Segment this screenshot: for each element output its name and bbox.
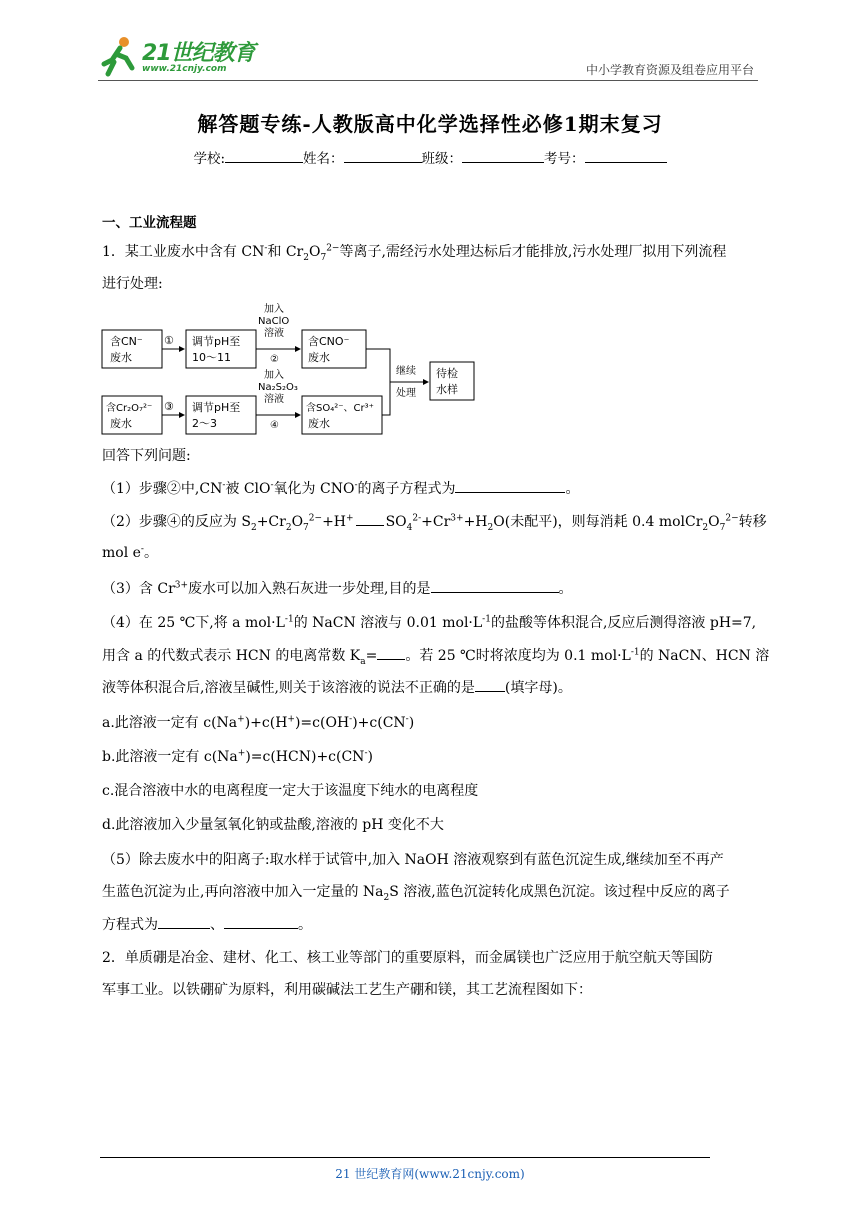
flow-box-ph1-l1: 调节pH至 xyxy=(192,335,241,348)
q1-part2: （2）步骤④的反应为 $S_2+Cr_2O_7^{2-}+H^+$ $SO_4^{2-}+Cr^{3+}+H_2O$(未配平)，则每消耗 0.4 $molCr_2O_7^{2-}$转移 xyxy=(102,513,767,533)
flow-reagent2-l1: 加入 xyxy=(264,370,284,381)
reaction-arrow-icon xyxy=(356,516,384,526)
flow-box-cr-l1: 含Cr₂O₇²⁻ xyxy=(106,403,153,414)
flow-reagent1-l2: NaClO xyxy=(258,316,290,327)
flow-box-sample-l1: 待检 xyxy=(436,367,458,380)
q1-intro: 1．某工业废水中含有 CN-和 $Cr_2O_7^{2-}$等离子,需经污水处理达标后才能排放,污水处理厂拟用下列流程 xyxy=(102,243,727,263)
logo xyxy=(98,34,268,78)
option-c: c.混合溶液中水的电离程度一定大于该温度下纯水的电离程度 xyxy=(102,783,479,799)
q1-part4: （4）在 25 ℃下,将 a $mol\cdot L^{-1}$的 NaCN 溶液与 0.01 $mol\cdot L^{-1}$的盐酸等体积混合,反应后测得溶液 pH=7, xyxy=(102,614,757,631)
flow-continue-l1: 继续 xyxy=(396,366,416,377)
option-a: a.此溶液一定有 c(Na+)+c(H+)=c(OH-)+c(CN-) xyxy=(102,714,415,731)
flow-reagent1-l3: 溶液 xyxy=(264,328,284,339)
school-blank[interactable] xyxy=(225,148,303,163)
logo-url: www.21cnjy.com xyxy=(142,64,227,74)
platform-name: 中小学教育资源及组卷应用平台 xyxy=(585,63,754,77)
student-info xyxy=(0,147,860,167)
answer-blank-choice[interactable] xyxy=(475,677,505,692)
page-header xyxy=(98,34,758,81)
page-title: 解答题专练-人教版高中化学选择性必修1期末复习 xyxy=(197,112,663,136)
answer-blank-ka[interactable] xyxy=(377,645,405,660)
q1-part4-line2: 用含 a 的代数式表示 HCN 的电离常数 $K_a=$ 。若 25 ℃时将浓度均为 0.1 $mol\cdot L^{-1}$的 NaCN、HCN 溶 xyxy=(102,645,762,666)
option-b: b.此溶液一定有 c(Na+)=c(HCN)+c(CN-) xyxy=(102,748,373,765)
q2-line1: 2．单质硼是冶金、建材、化工、核工业等部门的重要原料，而金属镁也广泛应用于航空航天等国防 xyxy=(102,950,713,966)
class-label: 班级： xyxy=(421,151,463,167)
flow-reagent1-l1: 加入 xyxy=(264,304,284,315)
option-d: d.此溶液加入少量氢氧化钠或盐酸,溶液的 pH 变化不大 xyxy=(102,817,444,833)
q1-part1: （1）步骤②中,CN-被 ClO-氧化为 CNO-的离子方程式为 。 xyxy=(102,478,762,499)
q1-part2-line2: mol e-。 xyxy=(102,544,158,561)
footer-link[interactable]: 21 世纪教育网(www.21cnjy.com) xyxy=(335,1167,525,1181)
flow-reagent1-l4: ② xyxy=(270,354,279,365)
q2-line2: 军事工业。以铁硼矿为原料，利用碳碱法工艺生产硼和镁，其工艺流程图如下： xyxy=(102,982,592,998)
q1-part5-line2: 生蓝色沉淀为止,再向溶液中加入一定量的 $Na_2S$ 溶液,蓝色沉淀转化成黑色沉淀。该过程中反应的离子 xyxy=(102,884,730,903)
flow-step1: ① xyxy=(164,334,174,347)
flow-box-cno-l2: 废水 xyxy=(308,351,330,364)
runner-logo-icon xyxy=(98,34,142,78)
flow-reagent2-l3: 溶液 xyxy=(264,394,284,405)
answer-blank-3[interactable] xyxy=(431,578,559,593)
section-heading: 一、工业流程题 xyxy=(102,215,197,231)
flow-box-cn-l1: 含CN⁻ xyxy=(110,335,143,348)
exam-no-label: 考号： xyxy=(544,151,585,167)
flow-box-ph2-l1: 调节pH至 xyxy=(192,401,241,414)
answer-prompt: 回答下列问题: xyxy=(102,448,191,464)
flow-step3: ③ xyxy=(164,400,174,413)
flow-continue-l2: 处理 xyxy=(396,388,416,399)
flow-reagent2-l2: Na₂S₂O₃ xyxy=(258,382,298,393)
footer-divider xyxy=(100,1157,710,1158)
answer-blank-5a[interactable] xyxy=(158,914,210,929)
flow-box-ph1-l2: 10～11 xyxy=(192,351,231,364)
flow-box-cn-l2: 废水 xyxy=(110,351,132,364)
flow-reagent2-l4: ④ xyxy=(270,420,279,431)
flow-box-ph2-l2: 2～3 xyxy=(192,417,217,430)
q1-part5: （5）除去废水中的阳离子:取水样于试管中,加入 NaOH 溶液观察到有蓝色沉淀生成,继续加至不再产 xyxy=(102,852,724,868)
flow-box-cr-l2: 废水 xyxy=(110,417,132,430)
process-flow-diagram xyxy=(100,300,480,440)
flow-box-cno-l1: 含CNO⁻ xyxy=(308,335,350,348)
q1-part5-line3: 方程式为 、 。 xyxy=(102,914,762,935)
q1-intro-line2: 进行处理: xyxy=(102,276,163,292)
exam-no-blank[interactable] xyxy=(585,148,667,163)
answer-blank-1[interactable] xyxy=(455,478,565,493)
flow-box-so4-l2: 废水 xyxy=(308,417,330,430)
answer-blank-5b[interactable] xyxy=(224,914,298,929)
school-label: 学校: xyxy=(193,151,226,167)
q1-part4-line3: 液等体积混合后,溶液呈碱性,则关于该溶液的说法不正确的是 (填字母)。 xyxy=(102,677,762,698)
name-label: 姓名： xyxy=(303,151,344,167)
name-blank[interactable] xyxy=(344,148,422,163)
q1-part3: （3）含 $Cr^{3+}$废水可以加入熟石灰进一步处理,目的是 。 xyxy=(102,578,762,599)
class-blank[interactable] xyxy=(462,148,544,163)
logo-text: 21世纪教育 xyxy=(142,41,255,66)
flow-box-so4-l1: 含SO₄²⁻、Cr³⁺ xyxy=(306,403,374,414)
flow-box-sample-l2: 水样 xyxy=(436,383,458,396)
